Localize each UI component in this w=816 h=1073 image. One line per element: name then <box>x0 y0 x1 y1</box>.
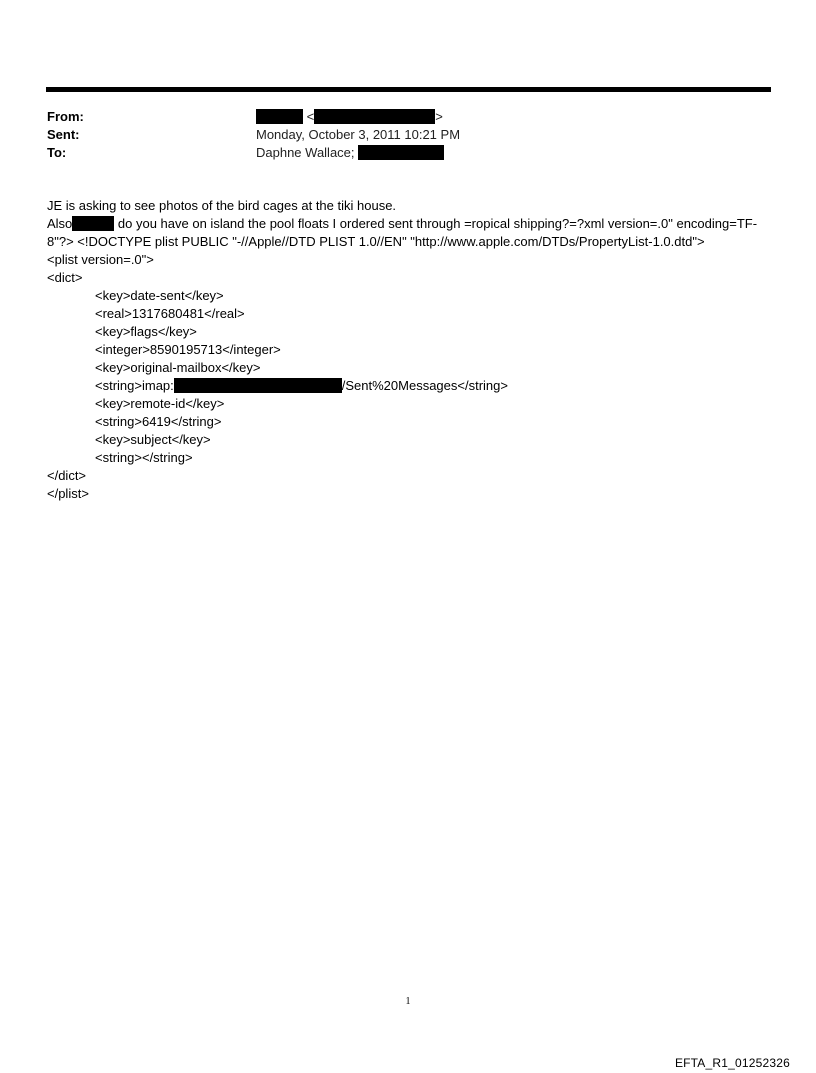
header-rule <box>46 87 771 92</box>
plist-open: <plist version=.0"> <box>47 252 154 267</box>
from-value <box>256 108 443 126</box>
redaction-block <box>314 109 435 124</box>
plist-entry: <key>original-mailbox</key> <box>95 360 261 375</box>
from-row <box>47 108 767 126</box>
redaction-block <box>358 145 444 160</box>
to-label: To: <box>47 145 67 160</box>
plist-entry: <key>subject</key> <box>95 432 211 447</box>
redaction-block <box>174 378 342 393</box>
body-paragraph <box>47 215 769 251</box>
body-question: do you have on island the pool floats I ordered sent through =ropical shipping?=?xml version=.0" encoding=TF-8"?> <!DOCTYPE plist PUBLIC "-//Apple//DTD PLIST 1.0//EN" "http://www.apple.com/DTDs/PropertyList-1.0.dtd"> <box>47 216 758 249</box>
plist-close: </plist> <box>47 486 89 501</box>
to-recipient: Daphne Wallace; <box>256 145 359 160</box>
dict-close: </dict> <box>47 468 87 483</box>
document-id: EFTA_R1_01252326 <box>674 1056 790 1070</box>
body-line: JE is asking to see photos of the bird cages at the tiki house. <box>47 198 397 213</box>
sent-label: Sent: <box>47 127 80 142</box>
plist-entry-imap <box>47 377 769 395</box>
page-number: 1 <box>405 996 411 1007</box>
dict-open: <dict> <box>47 270 83 285</box>
sent-row <box>47 126 767 144</box>
from-label: From: <box>47 109 84 124</box>
redaction-block <box>256 109 303 124</box>
plist-entry: <string>6419</string> <box>95 414 222 429</box>
email-body <box>47 197 769 503</box>
plist-entry: <real>1317680481</real> <box>95 306 245 321</box>
plist-entry: <key>remote-id</key> <box>95 396 225 411</box>
to-row <box>47 144 767 162</box>
email-header <box>47 108 767 162</box>
imap-prefix: <string>imap: <box>95 378 174 393</box>
plist-entry: <key>flags</key> <box>95 324 197 339</box>
from-close-bracket: > <box>435 109 443 124</box>
plist-entry: <integer>8590195713</integer> <box>95 342 281 357</box>
plist-entry: <string></string> <box>95 450 193 465</box>
sent-value: Monday, October 3, 2011 10:21 PM <box>256 127 461 142</box>
redaction-block <box>72 216 114 231</box>
body-also: Also <box>47 216 73 231</box>
plist-entry: <key>date-sent</key> <box>95 288 224 303</box>
from-open-bracket: < <box>306 109 315 124</box>
to-value <box>256 144 444 162</box>
imap-suffix: /Sent%20Messages</string> <box>341 378 508 393</box>
